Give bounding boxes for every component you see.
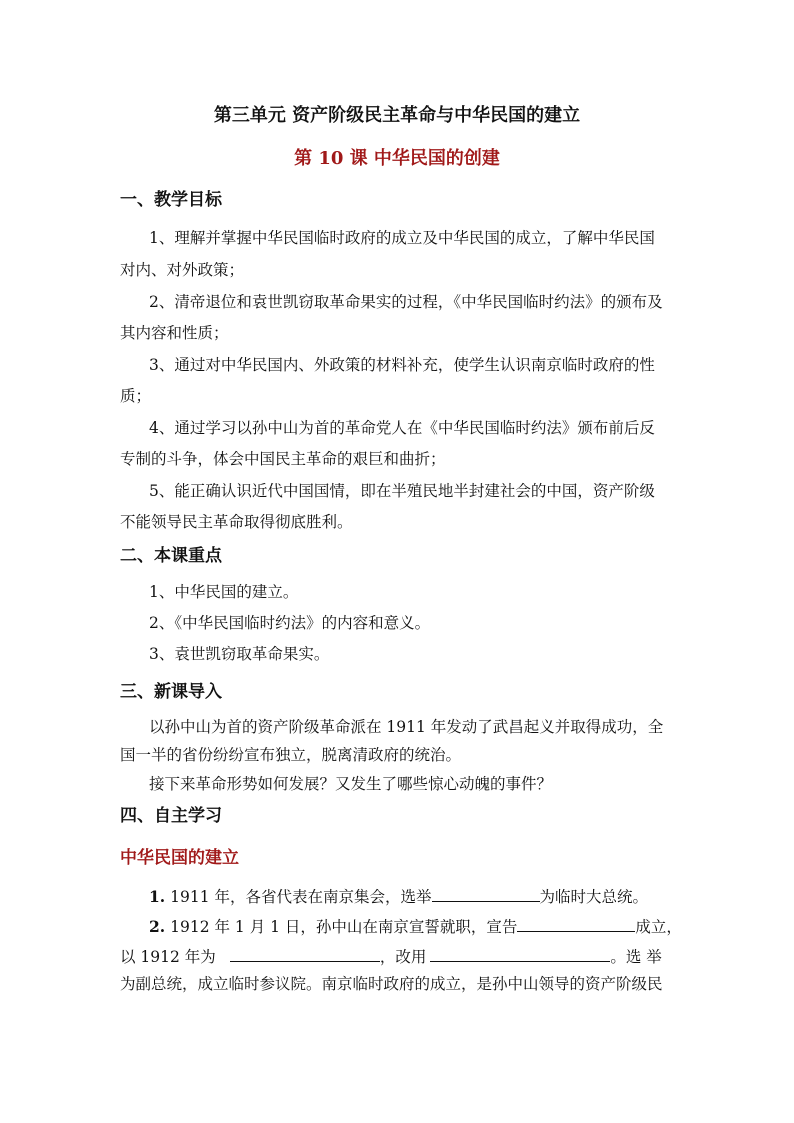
question-2-line-1 [149,914,682,937]
intro-line-3: 接下来革命形势如何发展？又发生了哪些惊心动魄的事件？ [149,775,553,793]
objective-5-line-1: 5、能正确认识近代中国国情，即在半殖民地半封建社会的中国，资产阶级 [149,482,655,500]
question-2-number: 2. [149,917,166,936]
question-1-number: 1. [149,887,166,906]
question-2-line-2-part-c: 。选 举 [610,948,662,966]
answer-blank-1[interactable] [432,884,540,902]
question-2-line-3: 为副总统，成立临时参议院。南京临时政府的成立，是孙中山领导的资产阶级民 [120,975,663,993]
key-point-1: 1、中华民国的建立。 [149,583,299,601]
question-2-line-2-part-b: ，改用 [379,948,427,966]
question-1 [149,884,648,907]
objective-4-line-2: 专制的斗争，体会中国民主革命的艰巨和曲折； [120,450,446,468]
answer-blank-4[interactable] [430,944,610,962]
answer-blank-2[interactable] [517,914,635,932]
lesson-title: 第 10 课 中华民国的创建 [294,148,500,169]
key-point-3: 3、袁世凯窃取革命果实。 [149,645,330,663]
objective-1-line-2: 对内、对外政策； [120,261,245,279]
objective-3-line-1: 3、通过对中华民国内、外政策的材料补充，使学生认识南京临时政府的性 [149,356,655,374]
question-1-text-end: 为临时大总统。 [539,888,649,906]
question-2-text-end: 成立， [635,918,682,936]
section-heading-key-points: 二、本课重点 [120,546,222,566]
subheading-republic-founding: 中华民国的建立 [120,848,239,868]
objective-1-line-1: 1、理解并掌握中华民国临时政府的成立及中华民国的成立，了解中华民国 [149,229,655,247]
objective-4-line-1: 4、通过学习以孙中山为首的革命党人在《中华民国临时约法》颁布前后反 [149,419,655,437]
unit-title: 第三单元 资产阶级民主革命与中华民国的建立 [213,105,581,126]
objective-2-line-2: 其内容和性质； [120,324,229,342]
intro-line-2: 国一半的省份纷纷宣布独立，脱离清政府的统治。 [120,746,462,764]
section-heading-objectives: 一、教学目标 [120,190,222,210]
question-2-line-2 [120,944,662,967]
objective-3-line-2: 质； [120,387,152,405]
objective-2-line-1: 2、清帝退位和袁世凯窃取革命果实的过程，《中华民国临时约法》的颁布及 [149,293,663,311]
question-2-line-2-part-a: 以 1912 年为 [120,948,216,966]
answer-blank-3[interactable] [230,944,380,962]
objective-5-line-2: 不能领导民主革命取得彻底胜利。 [120,513,353,531]
key-point-2: 2、《中华民国临时约法》的内容和意义。 [149,614,431,632]
section-heading-self-study: 四、自主学习 [120,806,222,826]
section-heading-intro: 三、新课导入 [120,682,222,702]
intro-line-1: 以孙中山为首的资产阶级革命派在 1911 年发动了武昌起义并取得成功，全 [149,718,664,736]
question-1-text: 1911 年，各省代表在南京集会，选举 [165,888,432,906]
question-2-text: 1912 年 1 月 1 日，孙中山在南京宣誓就职，宣告 [165,918,518,936]
